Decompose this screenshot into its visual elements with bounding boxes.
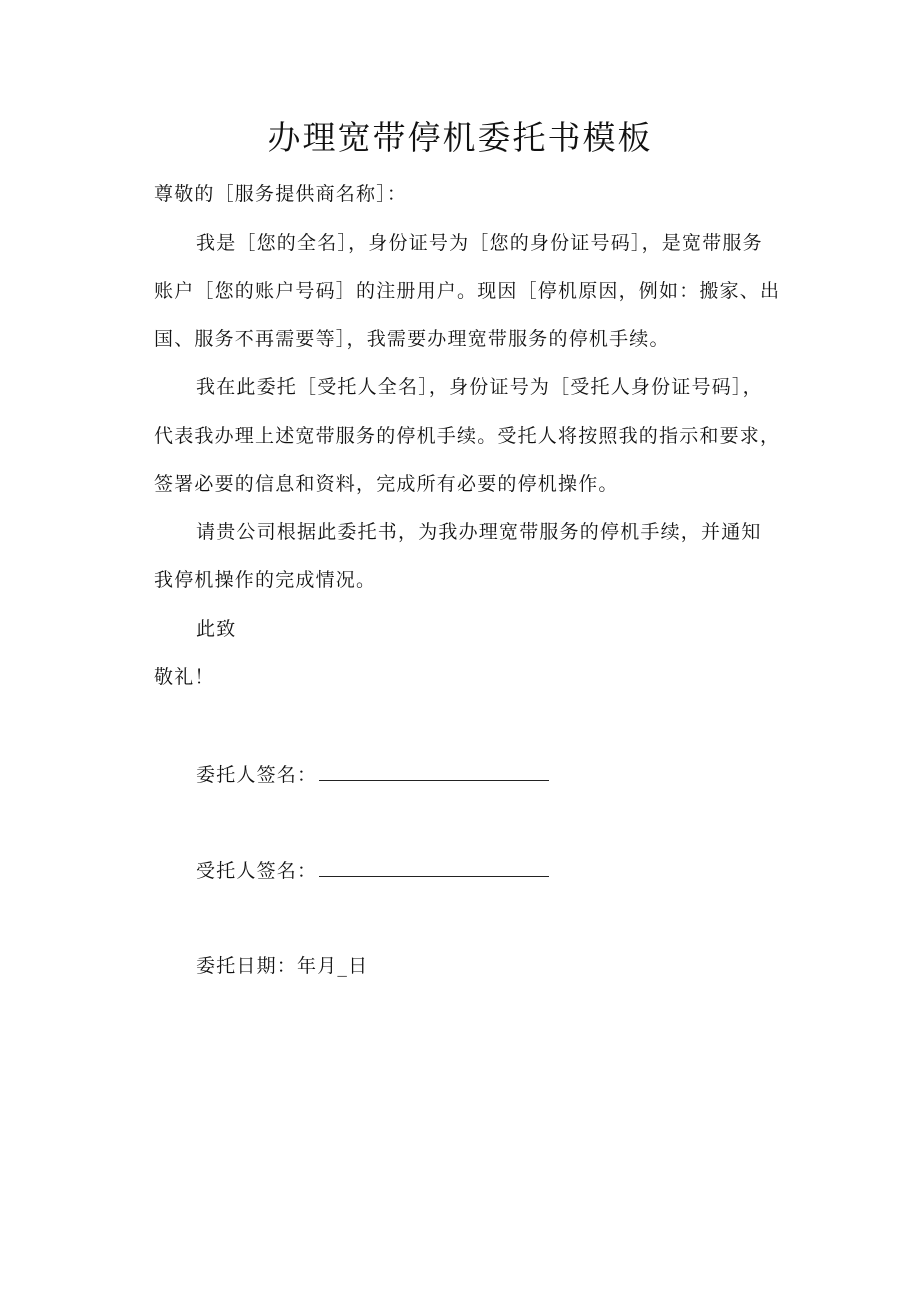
paragraph3-line1: 请贵公司根据此委托书，为我办理宽带服务的停机手续，并通知	[196, 521, 762, 543]
agent-signature-label: 受托人签名：	[196, 860, 318, 882]
agent-signature-row	[196, 854, 816, 886]
salutation: 尊敬的［服务提供商名称］：	[154, 183, 408, 205]
closing-jingli: 敬礼！	[154, 666, 215, 688]
principal-signature-label: 委托人签名：	[196, 764, 318, 786]
paragraph2-line3: 签署必要的信息和资料，完成所有必要的停机操作。	[154, 473, 619, 495]
paragraph3-line2: 我停机操作的完成情况。	[154, 569, 377, 591]
agent-signature-line[interactable]	[319, 854, 549, 877]
paragraph1-line3: 国、服务不再需要等］，我需要办理宽带服务的停机手续。	[154, 328, 670, 350]
principal-signature-row	[196, 758, 816, 790]
closing-cizhi: 此致	[196, 618, 237, 640]
paragraph2-line2: 代表我办理上述宽带服务的停机手续。受托人将按照我的指示和要求，	[154, 425, 781, 447]
paragraph2-line1: 我在此委托［受托人全名］，身份证号为［受托人身份证号码］，	[196, 376, 763, 398]
paragraph1-line1: 我是［您的全名］，身份证号为［您的身份证号码］，是宽带服务	[196, 232, 763, 254]
entrust-date: 委托日期：年月_日	[196, 955, 369, 977]
principal-signature-line[interactable]	[319, 758, 549, 781]
document-title: 办理宽带停机委托书模板	[267, 118, 653, 157]
paragraph1-line2: 账户［您的账户号码］的注册用户。现因［停机原因，例如：搬家、出	[154, 280, 781, 302]
